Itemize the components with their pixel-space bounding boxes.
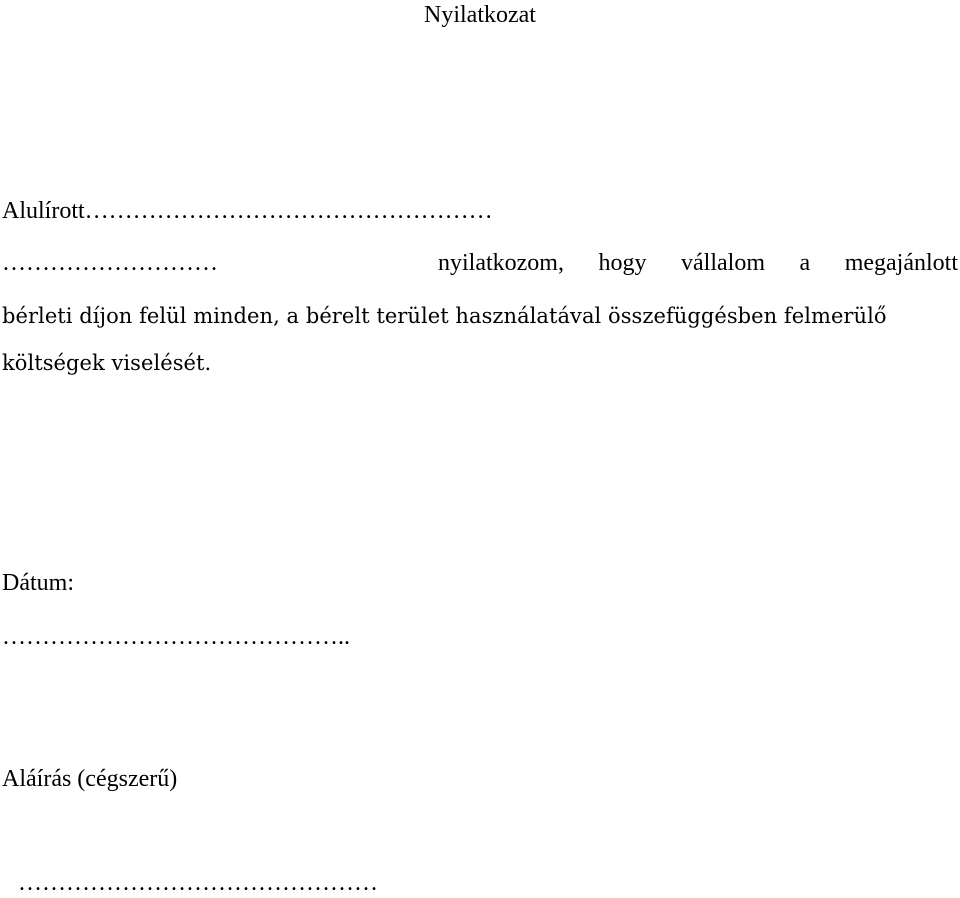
name-placeholder-dots: ……………………… [2,250,218,276]
word: a [799,250,811,276]
word: megajánlott [844,250,958,276]
word: hogy [598,250,647,276]
signature-label: Aláírás (cégszerű) [2,766,178,792]
body-line: költségek viselését. [2,351,212,375]
document-title: Nyilatkozat [424,2,536,28]
declaration-words [438,248,958,278]
declaration-line [2,248,958,278]
date-label: Dátum: [2,570,74,596]
date-field-dots: …………………………………….. [2,624,350,650]
undersigned-line: Alulírott…………………………………………… [2,198,493,224]
word: nyilatkozom, [438,250,564,276]
declaration-body [2,293,958,387]
body-line: bérleti díjon felül minden, a bérelt terület használatával összefüggésben felmerülő [2,304,887,328]
signature-field-dots: ……………………………………… [18,870,378,896]
word: vállalom [681,250,765,276]
